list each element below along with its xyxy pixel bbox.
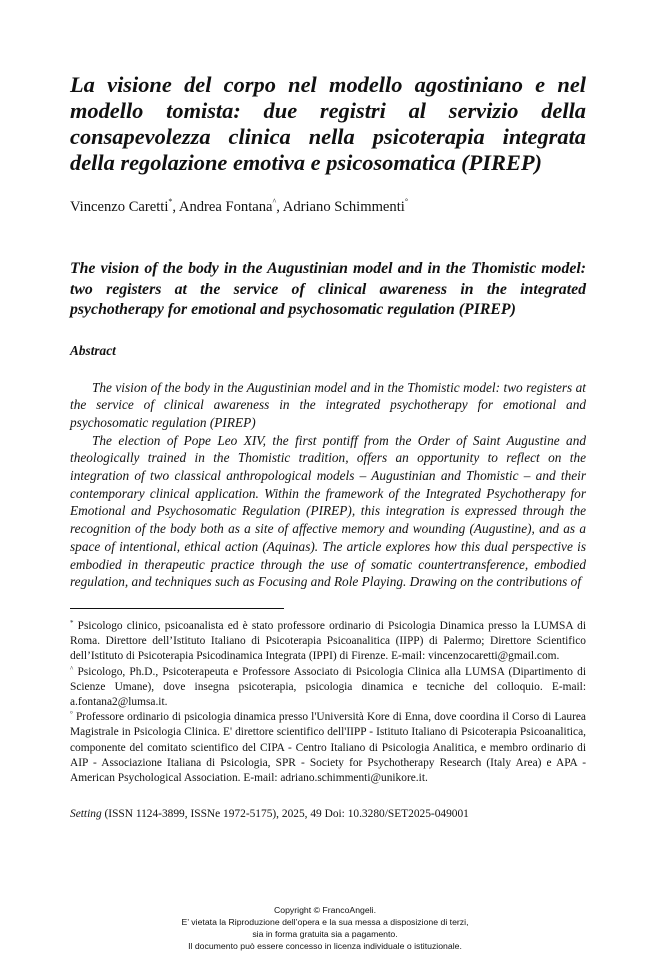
journal-citation xyxy=(70,808,586,820)
author-name: Vincenzo Caretti xyxy=(70,199,169,215)
abstract-body xyxy=(70,379,586,591)
abstract-heading: Abstract xyxy=(70,342,116,358)
copyright-line: Il documento può essere concesso in licenza individuale o istituzionale. xyxy=(188,941,462,951)
abstract-paragraph: The election of Pope Leo XIV, the first pontiff from the Order of Saint Augustine and theologically trained in the Thomistic tradition, offers an opportunity to reflect on the integration of two classical anthropological models – Augustinian and Thomistic – and their contemporary clinical application. Within the framework of the Integrated Psychotherapy for Emotional and Psychosomatic Regulation (PIREP), this integration is expressed through the recognition of the body both as a site of affective memory and wounding (Augustine), and as a space of intentional, ethical action (Aquinas). The article explores how this dual perspective is embodied in therapeutic practice through the use of somatic countertransference, embodied regulation, and techniques such as Focusing and Role Playing. Drawing on the contributions of xyxy=(70,432,586,590)
footnote xyxy=(70,710,586,786)
author-mark: ^ xyxy=(272,197,277,206)
copyright-line: E’ vietata la Riproduzione dell’opera e la sua messa a disposizione di terzi, xyxy=(181,917,469,927)
footnote-text: Psicologo clinico, psicoanalista ed è stato professore ordinario di Psicologia Dinamica presso la LUMSA di Roma. Direttore dell’Istituto Italiano di Psicoterapia Psicoanalitica (IIPP) di Palermo; Direttore Scientifico dell’Istituto di Psicoterapia Psicodinamica Integrata (IPPI) di Firenze. E-mail: vincenzocaretti@gmail.com. xyxy=(70,619,586,663)
italian-title: La visione del corpo nel modello agostiniano e nel modello tomista: due registri al servizio della consapevolezza clinica nella psicoterapia integrata della regolazione emotiva e psicosomatica (PIREP) xyxy=(70,72,586,175)
footnote-text: Professore ordinario di psicologia dinamica presso l'Università Kore di Enna, dove coordina il Corso di Laurea Magistrale in Psicologia Clinica. E' direttore scientifico dell'IIPP - Istituto Italiano di Psicoterapia Psicoanalitica, componente del comitato scientifico del CIPA - Centro Italiano di Psicologia Analitica, e membro ordinario di AIP - Associazione Italiana di Psicologia, SPR - Society for Psychotherapy Research (Italy Area) e APA - American Psychological Association. E-mail: adriano.schimmenti@unikore.it. xyxy=(70,711,586,784)
copyright-notice xyxy=(0,904,650,952)
author-name: Adriano Schimmenti xyxy=(282,199,405,215)
author-mark: * xyxy=(168,197,173,206)
footnotes xyxy=(70,619,586,786)
citation-details: (ISSN 1124-3899, ISSNe 1972-5175), 2025, 49 Doi: 10.3280/SET2025-049001 xyxy=(101,808,469,821)
footnote-mark: ° xyxy=(70,710,73,719)
journal-name: Setting xyxy=(70,808,102,821)
footnote xyxy=(70,619,586,665)
footnote-mark: ^ xyxy=(70,664,74,673)
copyright-line: Copyright © FrancoAngeli. xyxy=(273,905,376,915)
author-name: Andrea Fontana xyxy=(178,199,273,215)
author-mark: ° xyxy=(404,197,409,206)
footnote-mark: * xyxy=(70,618,74,627)
author-line: Vincenzo Caretti*, Andrea Fontana^, Adriano Schimmenti° xyxy=(70,197,409,215)
footnote-separator xyxy=(70,608,284,609)
abstract-paragraph: The vision of the body in the Augustinian model and in the Thomistic model: two registers at the service of clinical awareness in the integrated psychotherapy for emotional and psychosomatic regulation (PIREP) xyxy=(70,379,586,430)
page-content xyxy=(70,72,586,820)
footnote xyxy=(70,665,586,711)
copyright-line: sia in forma gratuita sia a pagamento. xyxy=(252,929,398,939)
english-title: The vision of the body in the Augustinian model and in the Thomistic model: two registers at the service of clinical awareness in the integrated psychotherapy for emotional and psychosomatic regulation (PIREP) xyxy=(70,260,586,318)
footnote-text: Psicologo, Ph.D., Psicoterapeuta e Professore Associato di Psicologia Clinica alla LUMSA (Dipartimento di Scienze Umane), dove insegna psicoterapia, psicologia dinamica e tecniche del colloquio. E-mail: a.fontana2@lumsa.it. xyxy=(70,665,586,708)
